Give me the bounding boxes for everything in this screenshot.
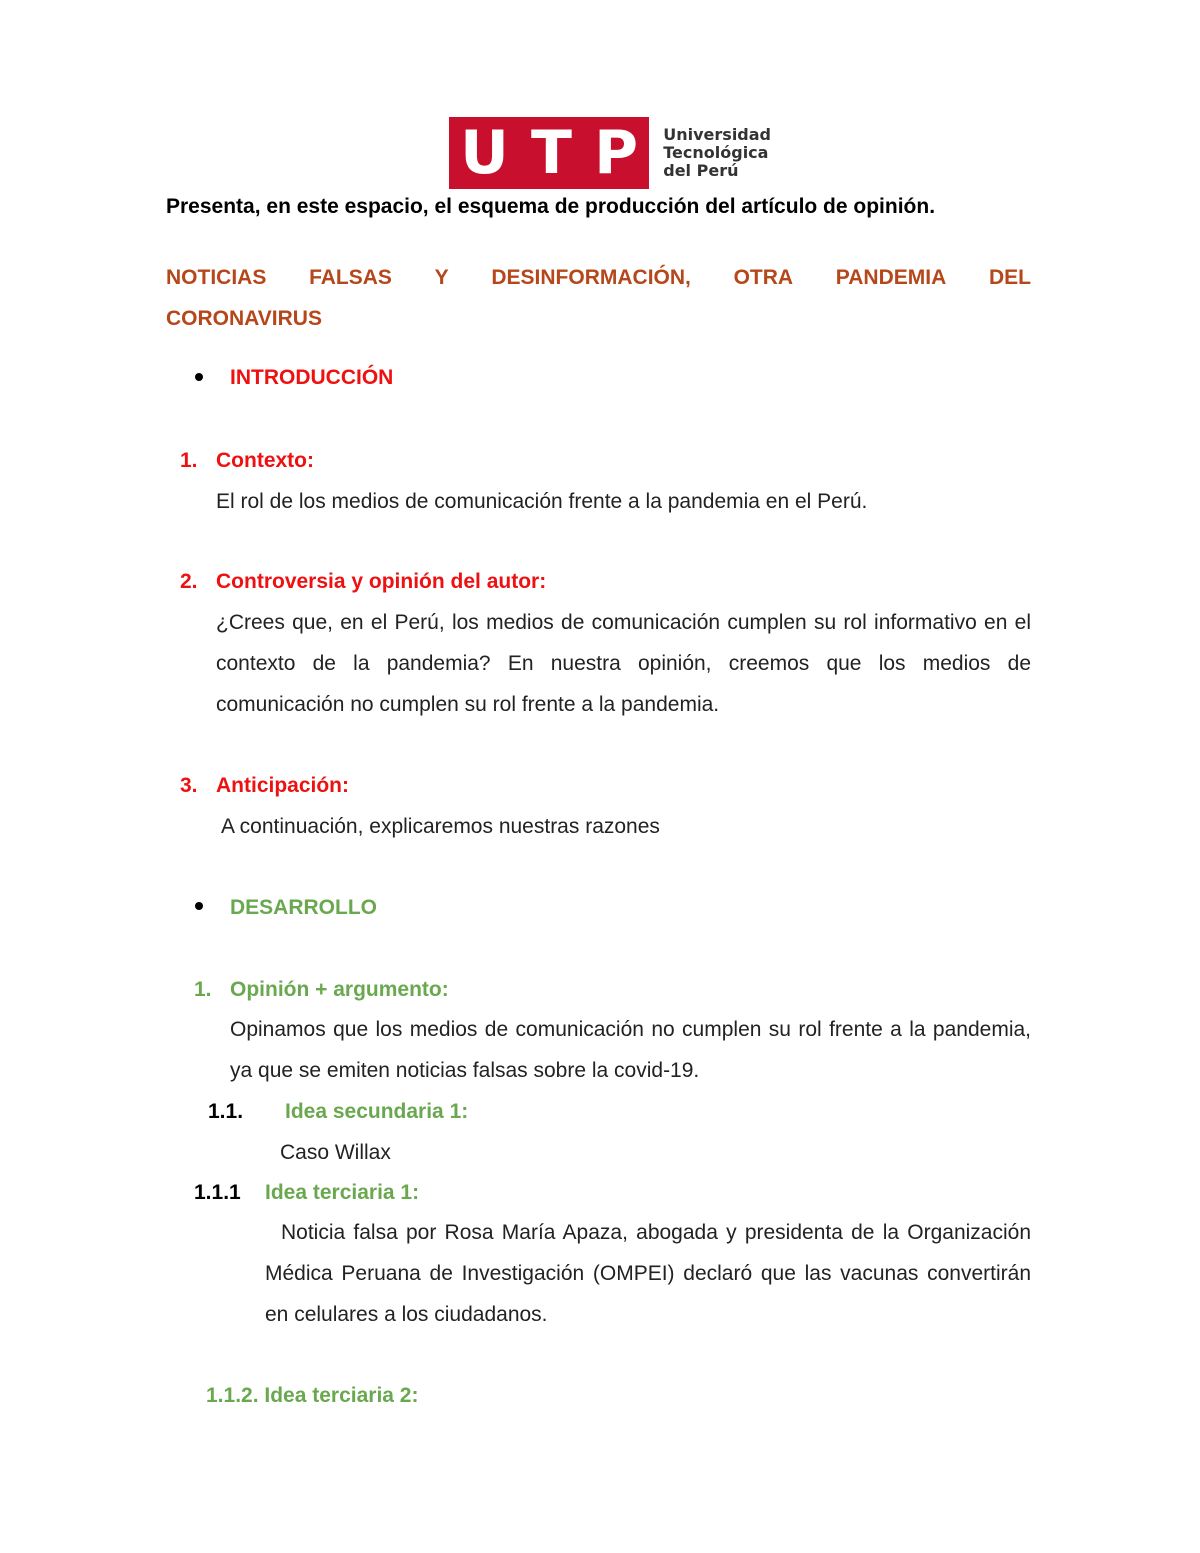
intro-item-3-heading: Anticipación: [216,774,350,797]
logo-text-line: Universidad [663,125,771,144]
title-word: FALSAS [309,266,392,289]
title-word: Y [434,266,449,289]
section-desarrollo: DESARROLLO [230,896,377,919]
title-line-2: CORONAVIRUS [166,307,322,330]
intro-item-1-number: 1. [180,449,198,472]
title-word: DEL [988,266,1031,289]
terciaria-1-text: Noticia falsa por Rosa María Apaza, abogada y presidenta de la Organización Médica Peruana de Investigación (OMPEI) declaró que las vacunas convertirán en celulares a los ciudadanos. [265,1221,1031,1326]
intro-item-1-heading: Contexto: [216,449,314,472]
title-word: DESINFORMACIÓN, [491,266,691,289]
bullet-icon [195,902,203,910]
intro-item-1-text: El rol de los medios de comunicación frente a la pandemia en el Perú. [216,490,868,513]
dev-item-1-text: Opinamos que los medios de comunicación no cumplen su rol frente a la pandemia, ya que se emiten noticias falsas sobre la covid-19. [230,1018,1031,1082]
title-word: PANDEMIA [835,266,947,289]
terciaria-1-heading: Idea terciaria 1: [265,1181,420,1204]
dev-item-1-heading: Opinión + argumento: [230,978,449,1001]
intro-item-3-number: 3. [180,774,198,797]
section-introduccion: INTRODUCCIÓN [230,366,394,389]
title-word: OTRA [733,266,794,289]
intro-item-2-heading: Controversia y opinión del autor: [216,570,547,593]
dev-item-1-number: 1. [194,978,212,1001]
secundaria-number: 1.1. [208,1100,244,1123]
terciaria-1-number: 1.1.1 [194,1181,241,1204]
secundaria-heading: Idea secundaria 1: [285,1100,469,1123]
logo-wordmark [663,126,771,180]
intro-item-2-text: ¿Crees que, en el Perú, los medios de comunicación cumplen su rol informativo en el contexto de la pandemia? En nuestra opinión, creemos que los medios de comunicación no cumplen su rol frente a la pandemia. [216,611,1031,716]
terciaria-2-heading: 1.1.2. Idea terciaria 2: [206,1384,419,1407]
secundaria-text: Caso Willax [280,1141,391,1164]
logo-text-line: Tecnológica [663,143,769,162]
utp-logo-block [449,117,649,189]
logo-letter-p: P [594,118,639,188]
title-line-1 [166,257,1031,298]
intro-item-2-number: 2. [180,570,198,593]
article-title [166,257,1031,339]
intro-item-3-text: A continuación, explicaremos nuestras razones [221,815,660,838]
bullet-icon [195,373,203,381]
logo-text-line: del Perú [663,161,739,180]
lede-instruction: Presenta, en este espacio, el esquema de producción del artículo de opinión. [166,195,936,218]
title-word: NOTICIAS [166,266,267,289]
logo-letter-u: U [460,118,509,188]
logo-letter-t: T [531,118,572,188]
utp-logo [449,117,771,189]
